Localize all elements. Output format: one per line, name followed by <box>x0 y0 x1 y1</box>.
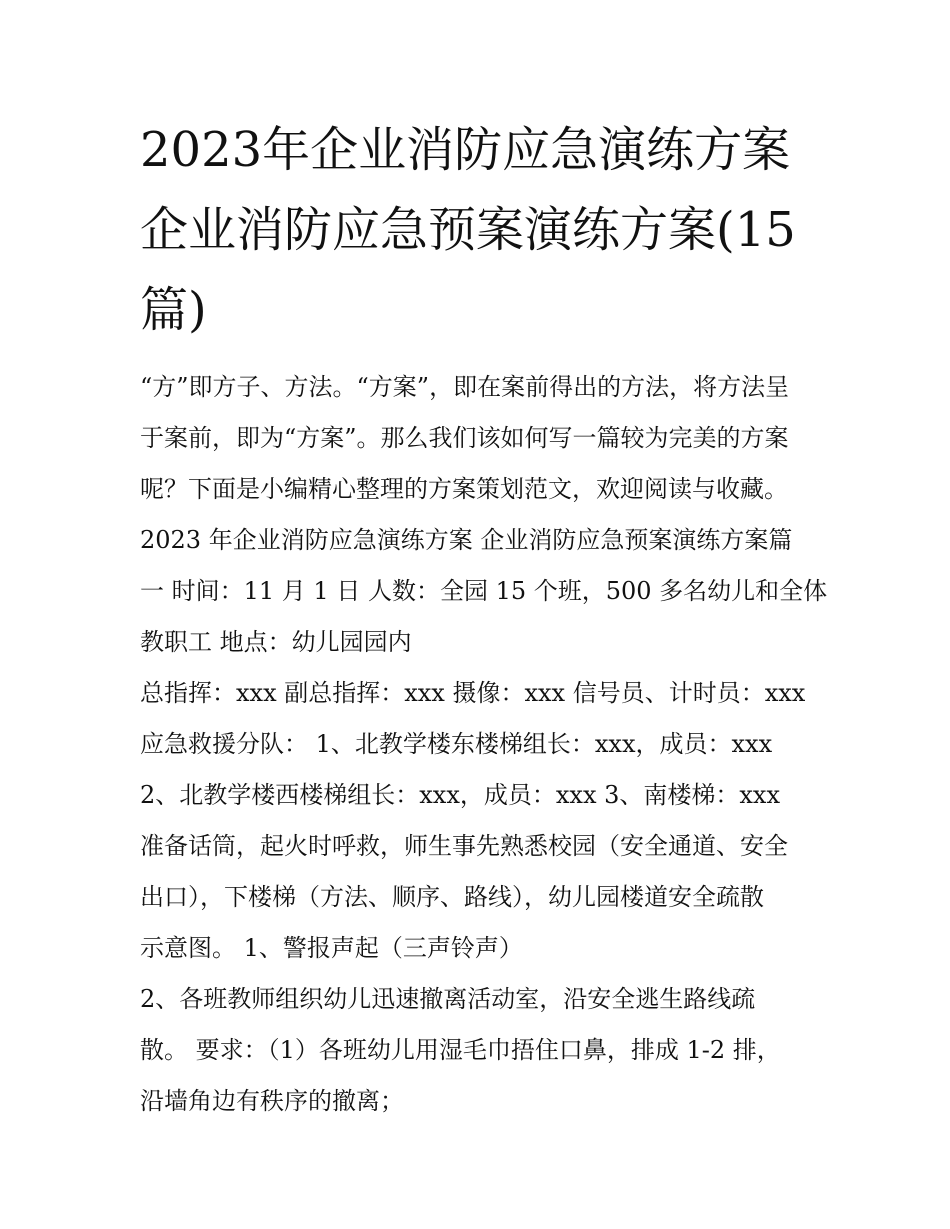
body-line: 散。 要求：（1）各班幼儿用湿毛巾捂住口鼻，排成 1-2 排， <box>140 1036 781 1064</box>
body-line: 2、各班教师组织幼儿迅速撤离活动室，沿安全逃生路线疏 <box>140 985 756 1013</box>
body-line: “方”即方子、方法。“方案”，即在案前得出的方法，将方法呈 <box>140 373 790 401</box>
title-line-2: 企业消防应急预案演练方案(15 <box>140 202 796 258</box>
body-line: 总指挥：xxx 副总指挥：xxx 摄像：xxx 信号员、计时员：xxx <box>140 679 806 707</box>
body-line: 呢？下面是小编精心整理的方案策划范文，欢迎阅读与收藏。 <box>140 475 788 503</box>
body-line: 准备话筒，起火时呼救，师生事先熟悉校园（安全通道、安全 <box>140 832 788 860</box>
document-body <box>140 362 828 1127</box>
title-line-3: 篇) <box>140 282 207 338</box>
body-line: 沿墙角边有秩序的撤离； <box>140 1087 404 1115</box>
body-line: 教职工 地点：幼儿园园内 <box>140 628 412 656</box>
body-line: 应急救援分队： 1、北教学楼东楼梯组长：xxx，成员：xxx <box>140 730 773 758</box>
body-line: 2、北教学楼西楼梯组长：xxx，成员：xxx 3、南楼梯：xxx <box>140 781 780 809</box>
title-line-1: 2023年企业消防应急演练方案 <box>140 122 791 178</box>
body-line: 于案前，即为“方案”。那么我们该如何写一篇较为完美的方案 <box>140 424 789 452</box>
document-title <box>140 110 820 350</box>
body-line: 出口），下楼梯（方法、顺序、路线），幼儿园楼道安全疏散 <box>140 883 764 911</box>
body-line: 一 时间：11 月 1 日 人数：全园 15 个班，500 多名幼儿和全体 <box>140 577 828 605</box>
body-line: 示意图。 1、警报声起（三声铃声） <box>140 934 523 962</box>
document-page <box>140 110 828 1127</box>
body-line: 2023 年企业消防应急演练方案 企业消防应急预案演练方案篇 <box>140 526 793 554</box>
